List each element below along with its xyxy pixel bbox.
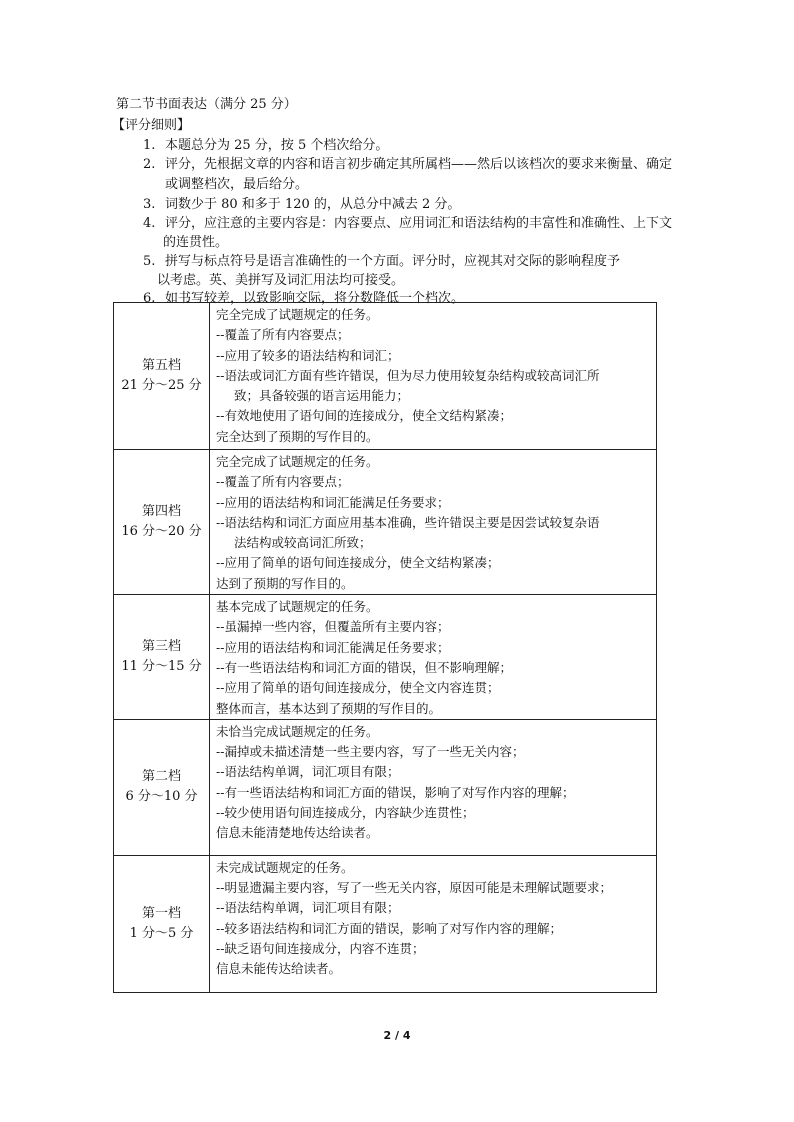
rule-text: 评分，先根据文章的内容和语言初步确定其所属档——然后以该档次的要求来衡量、确定 [165,157,673,172]
grade-level-cell [114,303,210,450]
grade-range: 6 分～10 分 [125,789,198,805]
rule-number: 3. [143,197,156,212]
grade-description-cell [210,595,657,720]
grade-name: 第四档 [141,504,181,520]
description-line: --语法或词汇方面有些许错误，但为尽力使用较复杂结构或较高词汇所 [216,367,600,383]
table-row [114,855,657,992]
description-line: --应用了较多的语法结构和词汇； [216,347,400,363]
grade-description-cell [210,719,657,855]
table-row [114,450,657,595]
description-line: 法结构或较高词汇所致； [234,535,372,551]
description-line: --有效地使用了语句间的连接成分，使全文结构紧凑； [216,408,512,424]
grade-range: 16 分～20 分 [121,524,202,540]
rule-number: 4. [143,216,156,231]
grade-range: 21 分～25 分 [121,378,202,393]
grade-name: 第五档 [141,358,181,373]
grade-range: 11 分～15 分 [121,658,202,674]
description-line: --语法结构单调，词汇项目有限； [216,900,400,916]
table-row [114,595,657,720]
description-line: --较少使用语句间连接成分，内容缺少连贯性； [216,805,475,821]
grade-level-cell [114,855,210,992]
rule-4-continuation: 的连贯性。 [163,235,229,250]
grade-description-cell [210,855,657,992]
criteria-heading: 【评分细则】 [112,118,191,133]
grade-name: 第二档 [141,769,181,785]
rule-5-continuation: 以考虑。英、美拼写及词汇用法均可接受。 [157,273,405,288]
rule-number: 1. [143,138,156,153]
grade-description-cell [210,303,657,450]
rule-text: 拼写与标点符号是语言准确性的一个方面。评分时，应视其对交际的影响程度予 [165,254,621,269]
description-line: --应用了简单的语句间连接成分，使全文结构紧凑； [216,555,500,571]
description-line: --语法结构和词汇方面应用基本准确，些许错误主要是因尝试较复杂语 [216,514,600,530]
grade-name: 第一档 [141,905,181,921]
rule-text: 词数少于 80 和多于 120 的，从总分中减去 2 分。 [165,197,461,212]
rule-4 [143,214,672,234]
description-line: 整体而言，基本达到了预期的写作目的。 [216,700,442,716]
description-line: 完全完成了试题规定的任务。 [216,454,379,469]
description-line: --应用了简单的语句间连接成分，使全文内容连贯； [216,680,500,696]
grade-range: 1 分～5 分 [129,925,194,941]
description-line: --有一些语法结构和词汇方面的错误，影响了对写作内容的理解； [216,784,575,800]
description-line: --较多语法结构和词汇方面的错误，影响了对写作内容的理解； [216,920,562,936]
rule-3 [143,195,460,215]
description-line: --应用的语法结构和词汇能满足任务要求； [216,494,450,510]
description-line: 基本完成了试题规定的任务。 [216,599,379,615]
description-line: 信息未能清楚地传达给读者。 [216,825,379,841]
description-line: --覆盖了所有内容要点； [216,474,350,490]
description-line: --覆盖了所有内容要点； [216,327,350,343]
rule-text: 本题总分为 25 分，按 5 个档次给分。 [165,138,389,153]
rule-number: 5. [143,254,156,269]
rule-text: 评分，应注意的主要内容是：内容要点、应用词汇和语法结构的丰富性和准确性、上下文 [165,216,673,231]
rule-number: 2. [143,157,156,172]
rule-number: 6. [143,291,156,306]
description-line: 致；具备较强的语言运用能力； [234,388,410,404]
rule-5 [143,252,620,272]
table-row [114,303,657,450]
page-number: 2 / 4 [383,1029,411,1042]
description-line: --有一些语法结构和词汇方面的错误，但不影响理解； [216,659,512,675]
grade-level-cell [114,719,210,855]
description-line: --明显遗漏主要内容，写了一些无关内容，原因可能是未理解试题要求； [216,880,612,896]
section-title: 第二节书面表达（满分 25 分） [116,97,297,112]
table-row [114,719,657,855]
grade-level-cell [114,450,210,595]
description-line: 完全完成了试题规定的任务。 [216,307,379,322]
description-line: --虽漏掉一些内容，但覆盖所有主要内容； [216,619,450,635]
description-line: --漏掉或未描述清楚一些主要内容，写了一些无关内容； [216,744,525,760]
rule-2 [143,155,672,175]
rule-1 [143,136,388,156]
grade-level-cell [114,595,210,720]
rule-2-continuation: 或调整档次，最后给分。 [165,177,309,192]
description-line: --应用的语法结构和词汇能满足任务要求； [216,639,450,655]
description-line: 未恰当完成试题规定的任务。 [216,723,379,739]
description-line: 完全达到了预期的写作目的。 [216,428,379,444]
grade-name: 第三档 [141,638,181,654]
description-line: 未完成试题规定的任务。 [216,859,354,875]
description-line: --语法结构单调，词汇项目有限； [216,764,400,780]
rule-text: 如书写较差，以致影响交际，将分数降低一个档次。 [165,291,465,306]
description-line: 达到了预期的写作目的。 [216,575,354,591]
grading-table [113,302,657,993]
description-line: --缺乏语句间连接成分，内容不连贯； [216,941,425,957]
description-line: 信息未能传达给读者。 [216,961,342,977]
grade-description-cell [210,450,657,595]
